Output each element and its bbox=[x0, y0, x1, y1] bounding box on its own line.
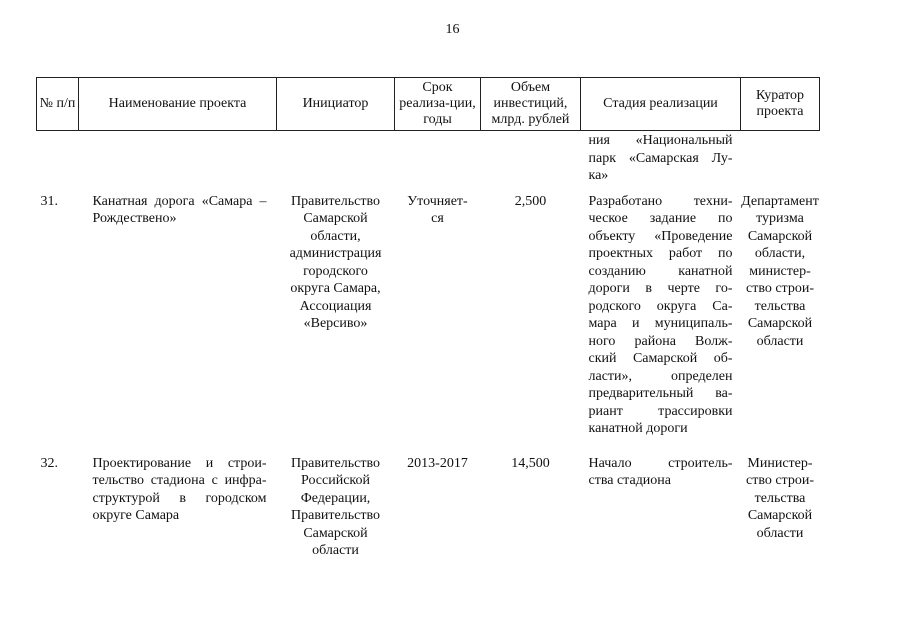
initiator-line: Правительство bbox=[291, 508, 380, 523]
initiator-line: Федерации, bbox=[300, 490, 371, 506]
initiator-line: городского bbox=[303, 263, 368, 279]
stage-line: ческое задание по bbox=[588, 211, 733, 226]
initiator-cell bbox=[277, 455, 395, 560]
term-cell bbox=[395, 455, 481, 560]
initiator-line: Правительство bbox=[291, 455, 380, 471]
stage-line: ка» bbox=[588, 168, 609, 183]
curator-line: тельства bbox=[754, 490, 806, 506]
stage-cell bbox=[581, 185, 741, 455]
project-name-line: Проектирование и строи- bbox=[92, 455, 267, 471]
table-row bbox=[37, 185, 820, 455]
stage-line: дороги в черте го- bbox=[588, 281, 733, 296]
header-volume: Объем инвестиций, млрд. рублей bbox=[481, 78, 581, 131]
term-line: ся bbox=[431, 211, 444, 226]
investment-volume: 2,500 bbox=[514, 193, 547, 209]
curator-line: тельства bbox=[754, 298, 806, 314]
stage-line: созданию канатной bbox=[588, 263, 733, 279]
curator-cell bbox=[741, 185, 820, 455]
stage-cell bbox=[581, 131, 741, 185]
projects-table bbox=[36, 77, 820, 560]
stage-line: предварительный ва- bbox=[588, 386, 733, 401]
row-number: 31. bbox=[40, 193, 58, 209]
table-header-row bbox=[37, 78, 820, 131]
stage-cell bbox=[581, 455, 741, 560]
curator-line: области, bbox=[754, 246, 806, 261]
row-number: 32. bbox=[40, 455, 58, 471]
stage-line: родского округа Са- bbox=[588, 298, 733, 314]
project-name-line: Канатная дорога «Самара – bbox=[92, 193, 267, 209]
curator-line: Департамент bbox=[741, 193, 819, 209]
investment-volume: 14,500 bbox=[511, 455, 550, 471]
table-row-continuation bbox=[37, 131, 820, 185]
curator-line: туризма bbox=[756, 211, 804, 226]
header-num: № п/п bbox=[37, 78, 79, 131]
initiator-line: Ассоциация bbox=[299, 298, 372, 314]
stage-line: объекту «Проведение bbox=[588, 228, 733, 244]
project-name-line: округе Самара bbox=[92, 508, 180, 523]
curator-line: ство строи- bbox=[745, 281, 814, 296]
project-name-cell bbox=[79, 185, 277, 455]
initiator-line: Российской bbox=[301, 473, 370, 488]
curator-line: области bbox=[756, 333, 804, 349]
table-row bbox=[37, 455, 820, 560]
page-number: 16 bbox=[445, 22, 460, 37]
project-name-line: тельство стадиона с инфра- bbox=[92, 473, 267, 488]
initiator-cell bbox=[277, 185, 395, 455]
curator-cell bbox=[741, 455, 820, 560]
stage-line: парк «Самарская Лу- bbox=[588, 150, 733, 166]
stage-line: мара и муниципаль- bbox=[588, 316, 733, 331]
header-stage: Стадия реализации bbox=[581, 78, 741, 131]
term-line: 2013-2017 bbox=[407, 455, 468, 471]
project-name-line: структурой в городском bbox=[92, 490, 267, 506]
curator-line: министер- bbox=[749, 263, 811, 279]
stage-line: ласти», определен bbox=[588, 368, 733, 384]
stage-line: ства стадиона bbox=[588, 473, 672, 488]
curator-line: области bbox=[756, 525, 804, 541]
initiator-line: Правительство bbox=[291, 193, 380, 209]
stage-line: ский Самарской об- bbox=[588, 351, 733, 366]
project-name-line: Рождествено» bbox=[92, 211, 177, 226]
initiator-line: округа Самара, bbox=[290, 281, 381, 296]
initiator-line: администрация bbox=[289, 246, 382, 261]
project-name-cell bbox=[79, 455, 277, 560]
stage-line: Разработано техни- bbox=[588, 193, 733, 209]
initiator-line: Самарской bbox=[303, 525, 368, 541]
curator-line: Самарской bbox=[747, 316, 813, 331]
curator-line: Министер- bbox=[747, 455, 813, 471]
header-term: Срок реализа-ции, годы bbox=[395, 78, 481, 131]
curator-line: Самарской bbox=[747, 508, 813, 523]
initiator-line: области bbox=[312, 543, 359, 558]
curator-line: ство строи- bbox=[745, 473, 814, 488]
initiator-line: «Версиво» bbox=[303, 316, 368, 331]
stage-line: риант трассировки bbox=[588, 403, 733, 419]
header-curator: Куратор проекта bbox=[741, 78, 820, 131]
term-cell bbox=[395, 185, 481, 455]
term-line: Уточняет- bbox=[407, 193, 468, 209]
header-name: Наименование проекта bbox=[79, 78, 277, 131]
stage-line: ния «Национальный bbox=[588, 133, 733, 148]
stage-line: канатной дороги bbox=[588, 421, 688, 436]
header-initiator: Инициатор bbox=[277, 78, 395, 131]
stage-line: ного района Волж- bbox=[588, 333, 733, 349]
initiator-line: области, bbox=[310, 228, 361, 244]
stage-line: проектных работ по bbox=[588, 246, 733, 261]
curator-line: Самарской bbox=[747, 228, 813, 244]
initiator-line: Самарской bbox=[303, 211, 368, 226]
stage-line: Начало строитель- bbox=[588, 455, 733, 471]
